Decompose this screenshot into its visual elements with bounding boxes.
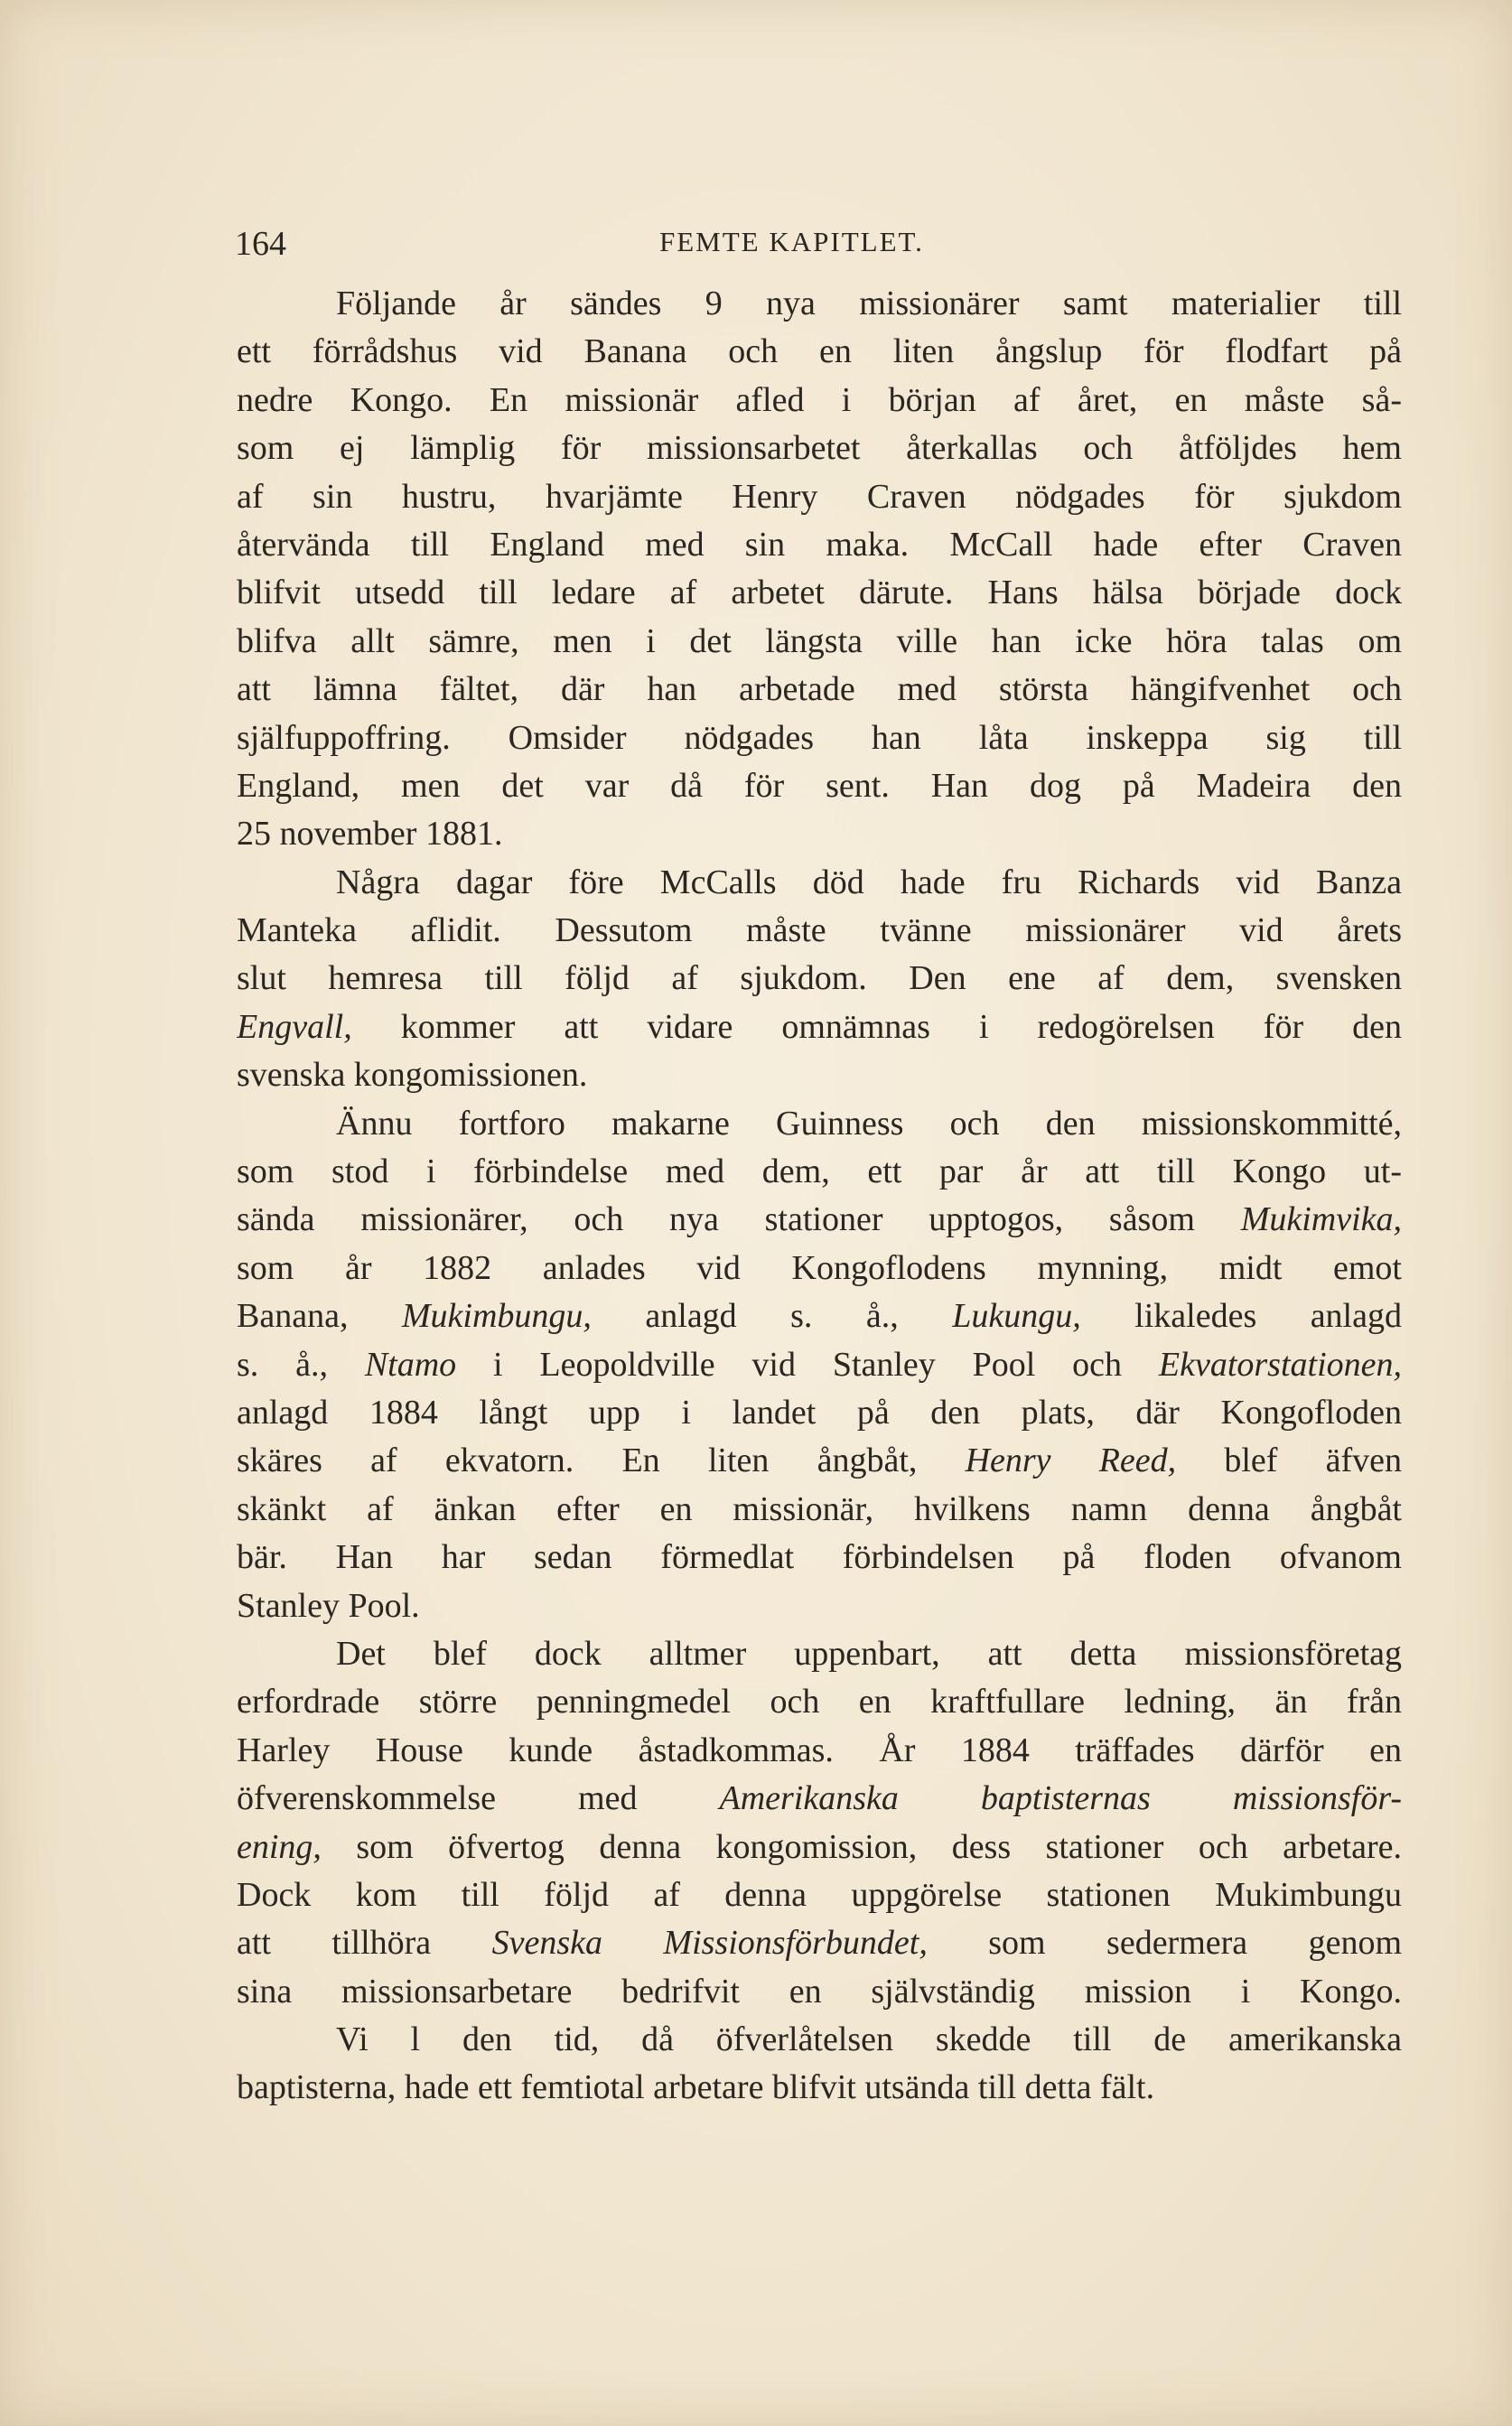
text-line: att tillhöra Svenska Missionsförbundet, som sedermera genom bbox=[237, 1924, 1402, 1963]
text-line: Engvall, kommer att vidare omnämnas i redogörelsen för den bbox=[237, 1007, 1402, 1046]
text-line: s. å., Ntamo i Leopoldville vid Stanley Pool och Ekvatorstationen, bbox=[237, 1345, 1402, 1384]
text-line: som ej lämplig för missionsarbetet återkallas och åtföljdes hem bbox=[237, 429, 1402, 468]
text-line: slut hemresa till följd af sjukdom. Den ene af dem, svensken bbox=[237, 959, 1402, 998]
text-line: nedre Kongo. En missionär afled i början af året, en måste så- bbox=[237, 380, 1402, 419]
text-line: bär. Han har sedan förmedlat förbindelsen på floden ofvanom bbox=[237, 1538, 1402, 1577]
text-line: Banana, Mukimbungu, anlagd s. å., Lukungu, likaledes anlagd bbox=[237, 1297, 1402, 1336]
text-line: Några dagar före McCalls död hade fru Richards vid Banza bbox=[336, 863, 1402, 901]
text-line: Följande år sändes 9 nya missionärer samt materialier till bbox=[336, 285, 1402, 322]
text-line: skäres af ekvatorn. En liten ångbåt, Henry Reed, blef äfven bbox=[237, 1442, 1402, 1480]
text-line: sina missionsarbetare bedrifvit en självständig mission i Kongo. bbox=[237, 1972, 1402, 2011]
body-text bbox=[237, 280, 1402, 2113]
text-line: anlagd 1884 långt upp i landet på den plats, där Kongofloden bbox=[237, 1393, 1402, 1432]
text-line: Manteka aflidit. Dessutom måste tvänne missionärer vid årets bbox=[237, 911, 1402, 950]
text-line: 25 november 1881. bbox=[237, 815, 503, 854]
text-line: ett förrådshus vid Banana och en liten ångslup för flodfart på bbox=[237, 332, 1402, 371]
text-line: baptisterna, hade ett femtiotal arbetare blifvit utsända till detta fält. bbox=[237, 2068, 1155, 2107]
text-line: Vi l den tid, då öfverlåtelsen skedde till de amerikanska bbox=[336, 2020, 1402, 2059]
text-line: blifva allt sämre, men i det längsta ville han icke höra talas om bbox=[237, 621, 1402, 660]
text-line: som stod i förbindelse med dem, ett par år att till Kongo ut- bbox=[237, 1152, 1402, 1191]
text-line: erfordrade större penningmedel och en kraftfullare ledning, än från bbox=[237, 1683, 1402, 1722]
text-line: sända missionärer, och nya stationer upptogos, såsom Mukimvika, bbox=[237, 1200, 1402, 1239]
page-number: 164 bbox=[235, 225, 286, 263]
text-line: svenska kongomissionen. bbox=[237, 1056, 588, 1095]
running-head: FEMTE KAPITLET. bbox=[659, 226, 924, 257]
text-line: Stanley Pool. bbox=[237, 1586, 420, 1625]
text-line: själfuppoffring. Omsider nödgades han låta inskeppa sig till bbox=[237, 718, 1402, 757]
text-line: ening, som öfvertog denna kongomission, dess stationer och arbetare. bbox=[237, 1827, 1402, 1866]
text-line: skänkt af änkan efter en missionär, hvilkens namn denna ångbåt bbox=[237, 1489, 1402, 1528]
text-line: återvända till England med sin maka. McCall hade efter Craven bbox=[237, 525, 1402, 564]
page-header bbox=[235, 224, 1400, 278]
text-line: Det blef dock alltmer uppenbart, att detta missionsföretag bbox=[336, 1634, 1402, 1673]
text-line: att lämna fältet, där han arbetade med största hängifvenhet och bbox=[237, 670, 1402, 709]
text-line: Dock kom till följd af denna uppgörelse stationen Mukimbungu bbox=[237, 1875, 1402, 1914]
text-line: blifvit utsedd till ledare af arbetet därute. Hans hälsa började dock bbox=[237, 574, 1402, 612]
text-line: öfverenskommelse med Amerikanska baptisternas missionsför- bbox=[237, 1779, 1402, 1818]
text-line: af sin hustru, hvarjämte Henry Craven nödgades för sjukdom bbox=[237, 477, 1402, 516]
text-line: Harley House kunde åstadkommas. År 1884 träffades därför en bbox=[237, 1731, 1402, 1769]
text-line: England, men det var då för sent. Han dog på Madeira den bbox=[237, 766, 1402, 805]
text-line: Ännu fortforo makarne Guinness och den missionskommitté, bbox=[336, 1104, 1402, 1143]
text-line: som år 1882 anlades vid Kongoflodens mynning, midt emot bbox=[237, 1248, 1402, 1287]
